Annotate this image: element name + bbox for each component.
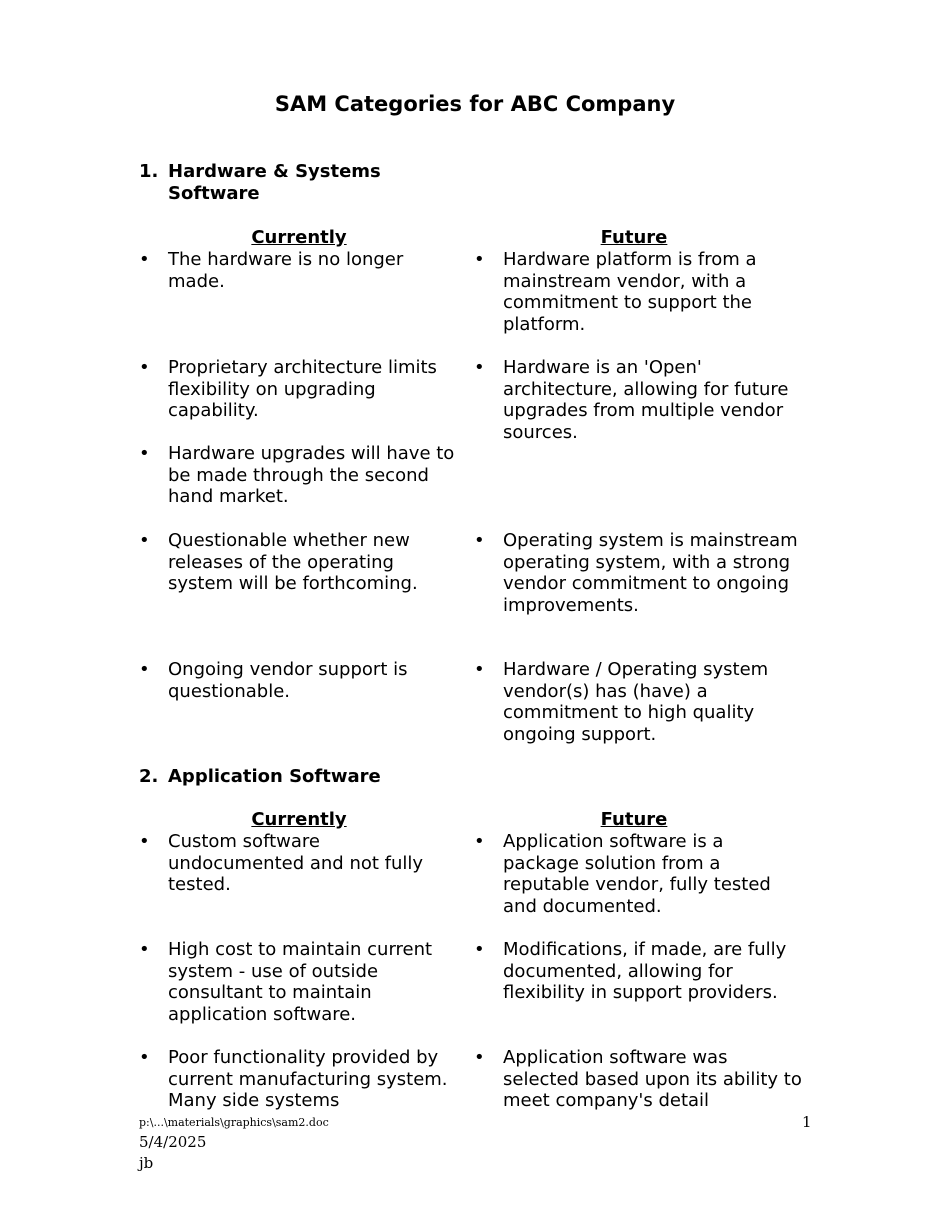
section-2-heading: [139, 766, 439, 788]
section-2-currently-header: Currently: [251, 809, 347, 830]
page-number: 1: [802, 1113, 812, 1131]
bullet-icon: •: [139, 659, 150, 680]
list-item: • Hardware upgrades will have to be made through the second hand market.: [139, 443, 455, 508]
list-item: • Application software is a package solution from a reputable vendor, fully tested and documented.: [474, 831, 771, 917]
footer-date: 5/4/2025: [139, 1133, 207, 1151]
bullet-icon: •: [139, 443, 150, 464]
bullet-icon: •: [139, 1047, 150, 1068]
section-2-title: Application Software: [168, 766, 381, 787]
list-item: • Poor functionality provided by current manufacturing system. Many side systems: [139, 1047, 448, 1112]
list-item: • Custom software undocumented and not fully tested.: [139, 831, 424, 896]
section-2-future-header: Future: [600, 809, 668, 830]
list-item: • Hardware platform is from a mainstream vendor, with a commitment to support the platform.: [474, 249, 757, 335]
list-item: • Questionable whether new releases of the operating system will be forthcoming.: [139, 530, 418, 595]
bullet-icon: •: [474, 249, 485, 270]
list-item: • Ongoing vendor support is questionable.: [139, 659, 408, 702]
bullet-icon: •: [474, 530, 485, 551]
section-1-future-header: Future: [600, 227, 668, 248]
list-item: • Hardware / Operating system vendor(s) has (have) a commitment to high quality ongoing support.: [474, 659, 769, 745]
bullet-icon: •: [474, 831, 485, 852]
bullet-icon: •: [139, 357, 150, 378]
section-1-number: 1.: [139, 161, 159, 182]
list-item: • Modifications, if made, are fully documented, allowing for flexibility in support providers.: [474, 939, 787, 1004]
bullet-icon: •: [474, 1047, 485, 1068]
bullet-icon: •: [139, 831, 150, 852]
bullet-icon: •: [139, 530, 150, 551]
list-item: • High cost to maintain current system - use of outside consultant to maintain application software.: [139, 939, 433, 1025]
list-item: • Hardware is an 'Open' architecture, allowing for future upgrades from multiple vendor sources.: [474, 357, 789, 443]
list-item: • Operating system is mainstream operating system, with a strong vendor commitment to ongoing improvements.: [474, 530, 798, 616]
section-1-heading: [139, 161, 439, 205]
bullet-icon: •: [139, 939, 150, 960]
bullet-icon: •: [139, 249, 150, 270]
list-item: • Proprietary architecture limits flexibility on upgrading capability.: [139, 357, 437, 422]
section-2-number: 2.: [139, 766, 159, 787]
footer-file-path: p:\...\materials\graphics\sam2.doc: [139, 1116, 329, 1129]
page-title: SAM Categories for ABC Company: [274, 92, 676, 116]
footer-author: jb: [139, 1154, 154, 1172]
bullet-icon: •: [474, 357, 485, 378]
list-item: • The hardware is no longer made.: [139, 249, 404, 292]
bullet-icon: •: [474, 659, 485, 680]
section-1-currently-header: Currently: [251, 227, 347, 248]
list-item: • Application software was selected based upon its ability to meet company's detail: [474, 1047, 802, 1112]
section-1-title: Hardware & Systems Software: [168, 161, 381, 204]
bullet-icon: •: [474, 939, 485, 960]
